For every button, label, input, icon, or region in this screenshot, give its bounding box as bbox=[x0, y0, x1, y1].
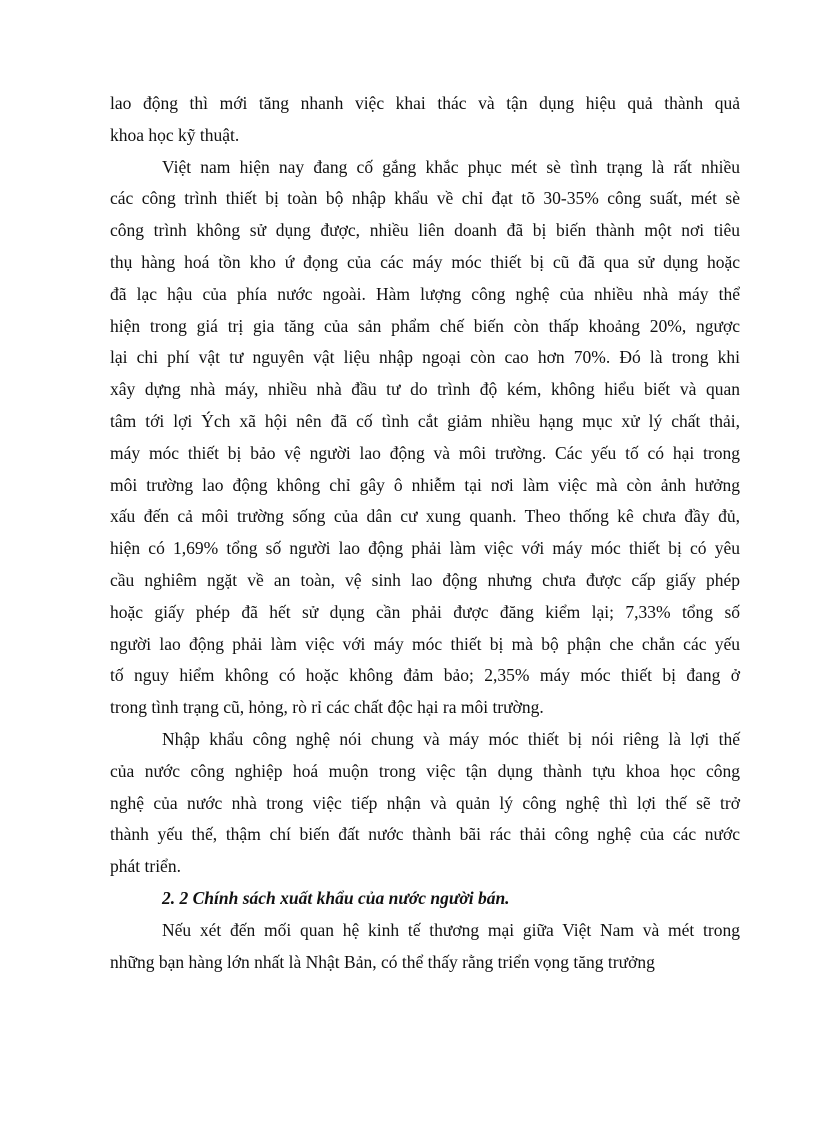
paragraph-2-line: tố nguy hiểm không có hoặc không đảm bảo; 2,35% máy móc thiết bị đang ở bbox=[110, 665, 740, 686]
paragraph-2-line: trong tình trạng cũ, hỏng, rò rỉ các chất độc hại ra môi trường. bbox=[110, 697, 544, 718]
paragraph-3-line: của nước công nghiệp hoá muộn trong việc tận dụng thành tựu khoa học công bbox=[110, 760, 740, 781]
paragraph-2-line: công trình không sử dụng được, nhiều liên doanh đã bị biến thành một nơi tiêu bbox=[110, 220, 740, 241]
paragraph-4-line: Nếu xét đến mối quan hệ kinh tế thương mại giữa Việt Nam và mét trong bbox=[162, 919, 740, 940]
paragraph-2-line: hoặc giấy phép đã hết sử dụng cần phải được đăng kiểm lại; 7,33% tổng số bbox=[110, 601, 740, 622]
paragraph-3-line: phát triển. bbox=[110, 856, 181, 877]
section-heading: 2. 2 Chính sách xuất khẩu của nước người bán. bbox=[162, 887, 510, 908]
paragraph-3-line: Nhập khẩu công nghệ nói chung và máy móc thiết bị nói riêng là lợi thế bbox=[162, 728, 740, 749]
paragraph-1-line: khoa học kỹ thuật. bbox=[110, 124, 240, 145]
paragraph-2-line: thụ hàng hoá tồn kho ứ đọng của các máy móc thiết bị cũ đã qua sử dụng hoặc bbox=[110, 251, 740, 272]
paragraph-2-line: hiện trong giá trị gia tăng của sản phẩm chế biến còn thấp khoảng 20%, ngược bbox=[110, 315, 740, 336]
body-text bbox=[110, 88, 740, 978]
paragraph-2-line: lại chi phí vật tư nguyên vật liệu nhập ngoại còn cao hơn 70%. Đó là trong khi bbox=[110, 347, 740, 368]
paragraph-2-line: tâm tới lợi Ých xã hội nên đã cố tình cắt giảm nhiều hạng mục xử lý chất thải, bbox=[110, 410, 740, 431]
paragraph-2-line: đã lạc hậu của phía nước ngoài. Hàm lượng công nghệ của nhiều nhà máy thể bbox=[110, 283, 740, 304]
paragraph-4-line: những bạn hàng lớn nhất là Nhật Bản, có thể thấy rằng triển vọng tăng trưởng bbox=[110, 951, 655, 972]
paragraph-2-line: cầu nghiêm ngặt về an toàn, vệ sinh lao động nhưng chưa được cấp giấy phép bbox=[110, 569, 740, 590]
paragraph-2-line: xấu đến cả môi trường sống của dân cư xung quanh. Theo thống kê chưa đầy đủ, bbox=[110, 506, 740, 527]
paragraph-2-line: môi trường lao động không chỉ gây ô nhiễm tại nơi làm việc mà còn ảnh hưởng bbox=[110, 474, 740, 495]
paragraph-2-line: xây dựng nhà máy, nhiều nhà đầu tư do trình độ kém, không hiểu biết và quan bbox=[110, 379, 740, 400]
paragraph-2-line: các công trình thiết bị toàn bộ nhập khẩu về chỉ đạt tõ 30-35% công suất, mét sè bbox=[110, 188, 740, 209]
paragraph-2-line: máy móc thiết bị bảo vệ người lao động và môi trường. Các yếu tố có hại trong bbox=[110, 442, 740, 463]
paragraph-3-line: thành yếu thế, thậm chí biến đất nước thành bãi rác thải công nghệ của các nước bbox=[110, 824, 740, 845]
paragraph-3-line: nghệ của nước nhà trong việc tiếp nhận và quản lý công nghệ thì lợi thế sẽ trở bbox=[110, 792, 740, 813]
paragraph-2-line: người lao động phải làm việc với máy móc thiết bị mà bộ phận che chắn các yếu bbox=[110, 633, 740, 654]
paragraph-2-line: hiện có 1,69% tổng số người lao động phải làm việc với máy móc thiết bị có yêu bbox=[110, 538, 740, 559]
paragraph-1-line: lao động thì mới tăng nhanh việc khai thác và tận dụng hiệu quả thành quả bbox=[110, 93, 740, 113]
paragraph-2-line: Việt nam hiện nay đang cố gắng khắc phục mét sè tình trạng là rất nhiều bbox=[162, 156, 740, 177]
